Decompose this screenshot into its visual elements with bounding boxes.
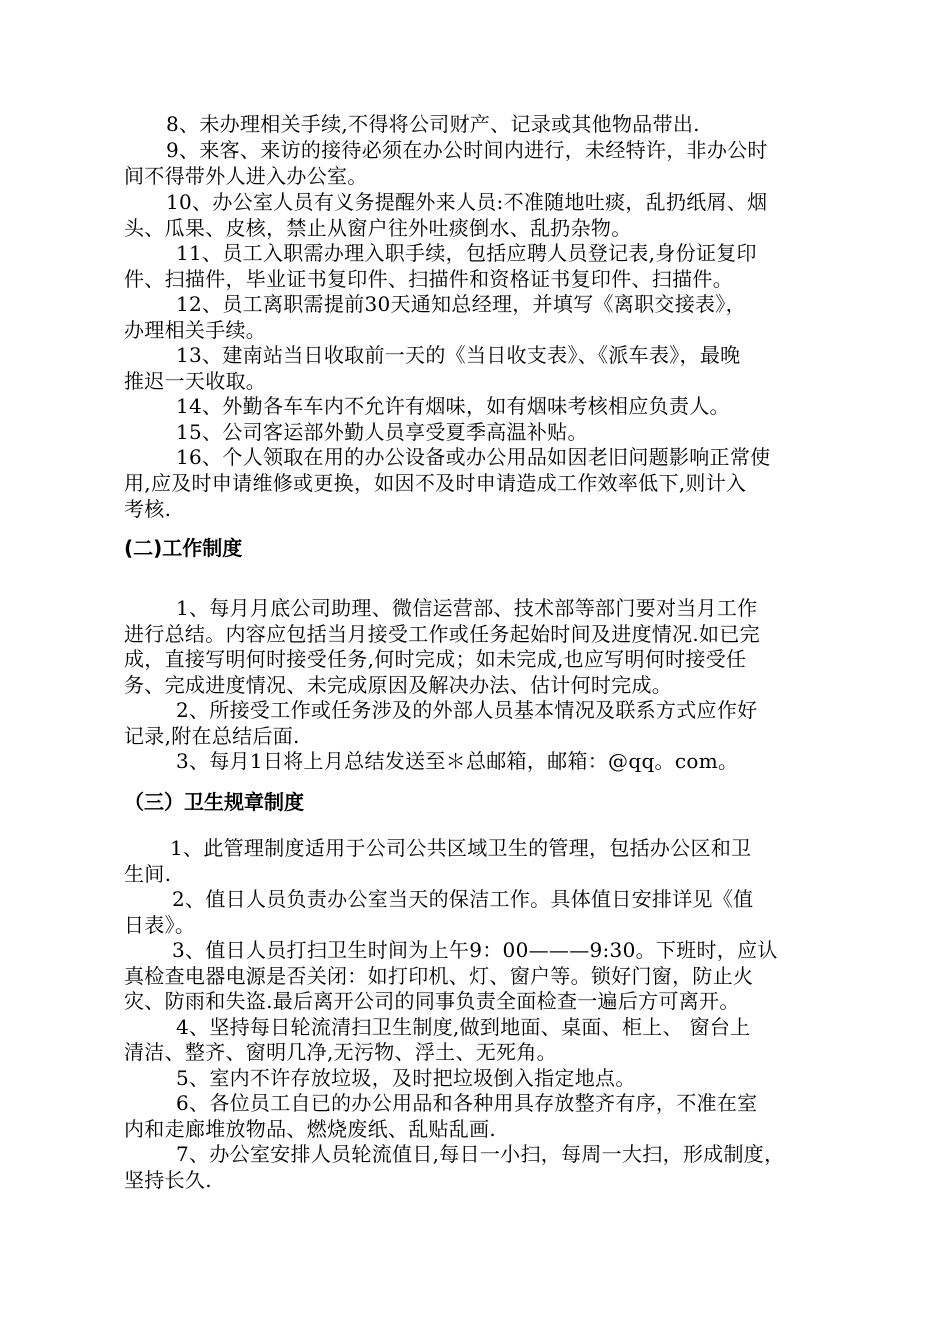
paragraph-line: 2、所接受工作或任务涉及的外部人员基本情况及联系方式应作好	[176, 698, 758, 722]
paragraph-line: 15、公司客运部外勤人员享受夏季高温补贴。	[176, 420, 588, 444]
paragraph-line: 5、室内不许存放垃圾，及时把垃圾倒入指定地点。	[176, 1066, 636, 1090]
paragraph-line: 1、每月月底公司助理、微信运营部、技术部等部门要对当月工作	[176, 596, 758, 620]
paragraph-line: 间不得带外人进入办公室。	[124, 164, 368, 188]
paragraph-line: 日表》。	[124, 913, 196, 937]
paragraph-line: 内和走廊堆放物品、燃烧废纸、乱贴乱画.	[124, 1117, 497, 1141]
paragraph-line: 1、此管理制度适用于公司公共区域卫生的管理，包括办公区和卫	[170, 836, 752, 860]
paragraph-line: 10、办公室人员有义务提醒外来人员:不准随地吐痰，乱扔纸屑、烟	[166, 190, 768, 214]
section-heading: (二)工作制度	[124, 536, 243, 560]
paragraph-line: 坚持长久.	[124, 1168, 212, 1192]
paragraph-line: 进行总结。内容应包括当月接受工作或任务起始时间及进度情况.如已完	[124, 622, 760, 646]
paragraph-line: 4、坚持每日轮流清扫卫生制度,做到地面、桌面、柜上、 窗台上	[176, 1015, 751, 1039]
paragraph-line: 3、每月1日将上月总结发送至＊总邮箱，邮箱：@qq。com。	[176, 749, 739, 773]
paragraph-line: 8、未办理相关手续,不得将公司财产、记录或其他物品带出.	[166, 112, 700, 136]
paragraph-line: 6、各位员工自已的办公用品和各种用具存放整齐有序，不准在室	[176, 1091, 758, 1115]
paragraph-line: 14、外勤各车车内不允许有烟味，如有烟味考核相应负责人。	[176, 394, 730, 418]
section-heading: （三）卫生规章制度	[124, 790, 304, 814]
paragraph-line: 3、值日人员打扫卫生时间为上午9：00———9:30。下班时，应认	[172, 938, 778, 962]
paragraph-line: 记录,附在总结后面.	[124, 724, 300, 748]
paragraph-line: 生间.	[124, 862, 172, 886]
paragraph-line: 13、建南站当日收取前一天的《当日收支表》、《派车表》，最晚	[176, 343, 741, 367]
paragraph-line: 7、办公室安排人员轮流值日,每日一小扫，每周一大扫，形成制度，	[176, 1142, 785, 1166]
paragraph-line: 成，直接写明何时接受任务,何时完成；如未完成,也应写明何时接受任	[124, 647, 747, 671]
paragraph-line: 用,应及时申请维修或更换，如因不及时申请造成工作效率低下,则计入	[124, 471, 747, 495]
paragraph-line: 推迟一天收取。	[124, 369, 267, 393]
paragraph-line: 考核.	[124, 497, 172, 521]
paragraph-line: 办理相关手续。	[124, 318, 267, 342]
paragraph-line: 件、扫描件，毕业证书复印件、扫描件和资格证书复印件、扫描件。	[124, 267, 733, 291]
paragraph-line: 务、完成进度情况、未完成原因及解决办法、估计何时完成。	[124, 673, 673, 697]
paragraph-line: 12、员工离职需提前30天通知总经理，并填写《离职交接表》，	[176, 292, 746, 316]
paragraph-line: 2、值日人员负责办公室当天的保洁工作。具体值日安排详见《值	[172, 887, 754, 911]
paragraph-line: 头、瓜果、皮核，禁止从窗户往外吐痰倒水、乱扔杂物。	[124, 216, 632, 240]
paragraph-line: 11、员工入职需办理入职手续，包括应聘人员登记表,身份证复印	[176, 241, 757, 265]
paragraph-line: 16、个人领取在用的办公设备或办公用品如因老旧问题影响正常使	[176, 445, 771, 469]
paragraph-line: 真检查电器电源是否关闭：如打印机、灯、窗户等。锁好门窗，防止火	[124, 964, 754, 988]
paragraph-line: 清洁、整齐、窗明几净,无污物、浮土、无死角。	[124, 1040, 557, 1064]
paragraph-line: 9、来客、来访的接待必须在办公时间内进行，未经特许，非办公时	[166, 138, 768, 162]
paragraph-line: 灾、防雨和失盗.最后离开公司的同事负责全面检查一遍后方可离开。	[124, 989, 740, 1013]
